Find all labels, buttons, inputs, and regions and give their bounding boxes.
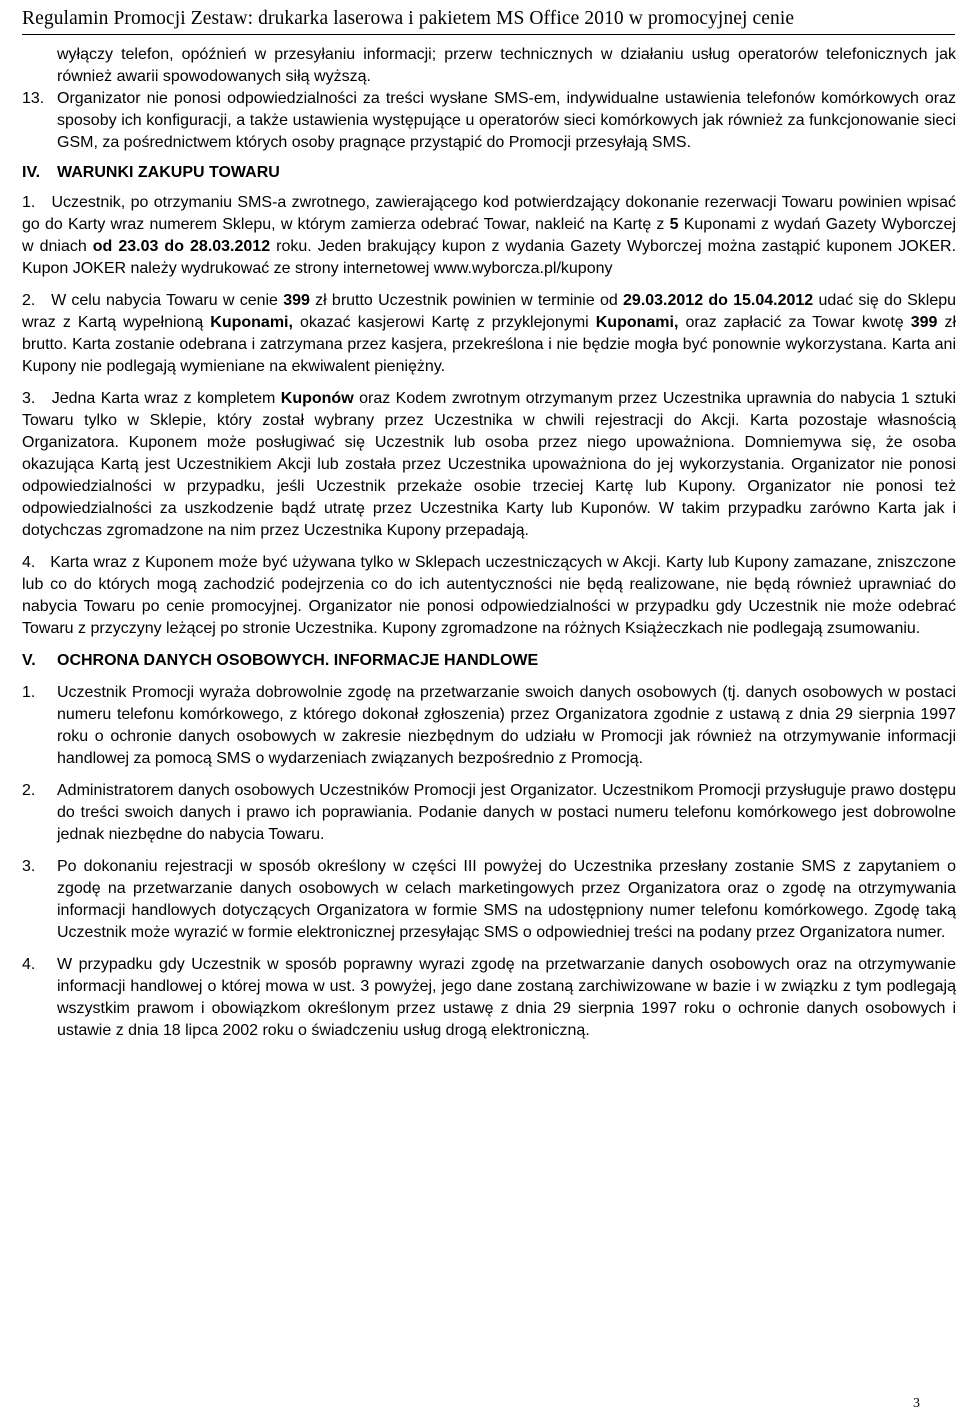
section4-item-2 [22, 290, 956, 378]
list-text: Administratorem danych osobowych Uczestników Promocji jest Organizator. Uczestnikom Promocji przysługuje prawo dostępu do treści swoich danych i prawo ich poprawiania. Podanie danych w postaci numeru telefonu komórkowego jest dobrowolne jednak niezbędne do nabycia Towaru. [57, 782, 956, 843]
section5-item-3 [22, 856, 956, 944]
bold-run: 29.03.2012 do 15.04.2012 [623, 292, 814, 309]
text-run: zł brutto Uczestnik powinien w terminie od [309, 292, 624, 309]
list-number: 3. [22, 858, 36, 875]
item-number: 1. [22, 194, 36, 211]
document-body [22, 44, 956, 1042]
text-run: Kuponami z wydań Gazety Wyborczej w dniach [22, 216, 957, 255]
section-heading-iv [22, 162, 956, 184]
text-run: Karta wraz z Kuponem może być używana tylko w Sklepach uczestniczących w Akcji. Karty lub Kupony zamazane, zniszczone lub co do których mogą zachodzić podejrzenia co do ich autentyczności nie będą realizowane, nie będą również uprawniać do nabycia Towaru po cenie promocyjnej. Organizator nie ponosi odpowiedzialności w przypadku gdy Uczestnik nie może odebrać Towaru z przyczyny leżącej po stronie Uczestnika. Kupony zgromadzone na różnych Książeczkach nie podlegają zsumowaniu. [22, 554, 956, 637]
section-title: WARUNKI ZAKUPU TOWARU [57, 164, 280, 181]
section4-item-1 [22, 192, 956, 280]
bold-run: Kuponami, [595, 314, 679, 331]
list-number: 13. [22, 90, 45, 107]
text-run: okazać kasjerowi Kartę z przyklejonymi [292, 314, 596, 331]
text-run: oraz zapłacić za Towar kwotę [678, 314, 911, 331]
list-item-13 [22, 88, 956, 154]
text-run: oraz Kodem zwrotnym otrzymanym przez Uczestnika uprawnia do nabycia 1 sztuki Towaru tylko w Sklepie, który został wybrany przez Uczestnika w chwili rejestracji do Akcji. Karta pozostaje własnością Organizatora. Kuponem może posługiwać się Uczestnik lub osoba przez niego upoważniona. Domniemywa się, że osoba okazująca Kartą jest Uczestnikiem Akcji lub została przez Uczestnika upoważniona do jej wykorzystania. Organizator nie ponosi odpowiedzialności w przypadku, jeśli Uczestnik przekaże osobie trzeciej Kartę lub Kupony. Organizator nie ponosi też odpowiedzialności za uszkodzenie bądź utratę przez Uczestnika Karty lub Kuponów. W takim przypadku zarówno Karta jak i dotychczas zgromadzone na nim przez Uczestnika Kupony przepadają. [22, 390, 956, 539]
section4-item-3 [22, 388, 956, 542]
text-run: udać się do Sklepu wraz z Kartą wypełnioną [22, 292, 957, 331]
section5-item-4 [22, 954, 956, 1042]
page-number: 3 [913, 1396, 920, 1411]
list-text: Uczestnik Promocji wyraża dobrowolnie zgodę na przetwarzanie swoich danych osobowych (tj. danych osobowych w postaci numeru telefonu komórkowego, z którego dokonał zgłoszenia) przez Organizatora zgodnie z ustawą z dnia 29 sierpnia 1997 roku o ochronie danych osobowych w zakresie niezbędnym do udziału w Promocji jak również na otrzymywanie informacji handlowej za pomocą SMS o wydarzeniach związanych bezpośrednio z Promocją. [57, 684, 956, 767]
section4-item-4 [22, 552, 956, 640]
item-number: 2. [22, 292, 36, 309]
list-text: Organizator nie ponosi odpowiedzialności za treści wysłane SMS-em, indywidualne ustawienia telefonów komórkowych oraz sposoby ich konfiguracji, a także ustawienia występujące u operatorów sieci komórkowych jak również za funkcjonowanie sieci GSM, za pośrednictwem których osoby pragnące przystąpić do Promocji przesyłają SMS. [57, 90, 956, 151]
text-run: zł brutto. Karta zostanie odebrana i zatrzymana przez kasjera, przekreślona i nie będzie mogła być ponownie wykorzystana. Karta ani Kupony nie podlegają wymieniane na ekwiwalent pieniężny. [22, 314, 957, 375]
bold-run: 5 [669, 216, 679, 233]
item-number: 3. [22, 390, 36, 407]
section-number: IV. [22, 164, 41, 181]
header-rule [22, 34, 955, 35]
text-run: Jedna Karta wraz z kompletem [51, 390, 281, 407]
bold-run: 399 [910, 314, 938, 331]
section5-item-2 [22, 780, 956, 846]
text-run: roku. Jeden brakujący kupon z wydania Gazety Wyborczej można zastąpić kuponem JOKER. Kupon JOKER należy wydrukować ze strony internetowej www.wyborcza.pl/kupony [22, 238, 957, 277]
text-run: W celu nabycia Towaru w cenie [51, 292, 284, 309]
list-text: Po dokonaniu rejestracji w sposób określony w części III powyżej do Uczestnika przesłany zostanie SMS z zapytaniem o zgodę na przetwarzanie danych osobowych w celach marketingowych przez Organizatora oraz o zgodę na otrzymywania informacji handlowych dotyczących Organizatora w formie SMS na udostępniony numer telefonu komórkowego. Zgodę taką Uczestnik może wyrazić w formie elektronicznej przesyłając SMS o odpowiedniej treści na podany przez Organizatora numer. [57, 858, 956, 941]
section-title: OCHRONA DANYCH OSOBOWYCH. INFORMACJE HANDLOWE [57, 652, 539, 669]
bold-run: od 23.03 do 28.03.2012 [92, 238, 271, 255]
section5-item-1 [22, 682, 956, 770]
bold-run: Kuponów [280, 390, 354, 407]
list-number: 2. [22, 782, 36, 799]
list-number: 4. [22, 956, 36, 973]
list-text: W przypadku gdy Uczestnik w sposób poprawny wyrazi zgodę na przetwarzanie danych osobowych oraz na otrzymywanie informacji handlowej o której mowa w ust. 3 powyżej, jego dane zostaną zarchiwizowane w bazie i w związku z tym podlegają wszystkim prawom i obowiązkom określonym przez ustawę z dnia 29 sierpnia 1997 roku o ochronie danych osobowych i ustawie z dnia 18 lipca 2002 roku o świadczeniu usług drogą elektroniczną. [57, 956, 956, 1039]
text-run: Uczestnik, po otrzymaniu SMS-a zwrotnego, zawierającego kod potwierdzający dokonanie rezerwacji Towaru powinien wpisać go do Karty wraz numerem Sklepu, w którym zamierza odebrać Towar, nakleić na Kartę z [22, 194, 956, 233]
section-number: V. [22, 652, 36, 669]
bold-run: 399 [283, 292, 310, 309]
paragraph-continuation: wyłączy telefon, opóźnień w przesyłaniu informacji; przerw technicznych w działaniu usług operatorów telefonicznych jak również awarii spowodowanych siłą wyższą. [57, 46, 956, 85]
list-number: 1. [22, 684, 36, 701]
item-number: 4. [22, 554, 36, 571]
section-heading-v [22, 650, 956, 672]
bold-run: Kuponami, [210, 314, 293, 331]
running-header: Regulamin Promocji Zestaw: drukarka laserowa i pakietem MS Office 2010 w promocyjnej cenie [22, 8, 795, 29]
